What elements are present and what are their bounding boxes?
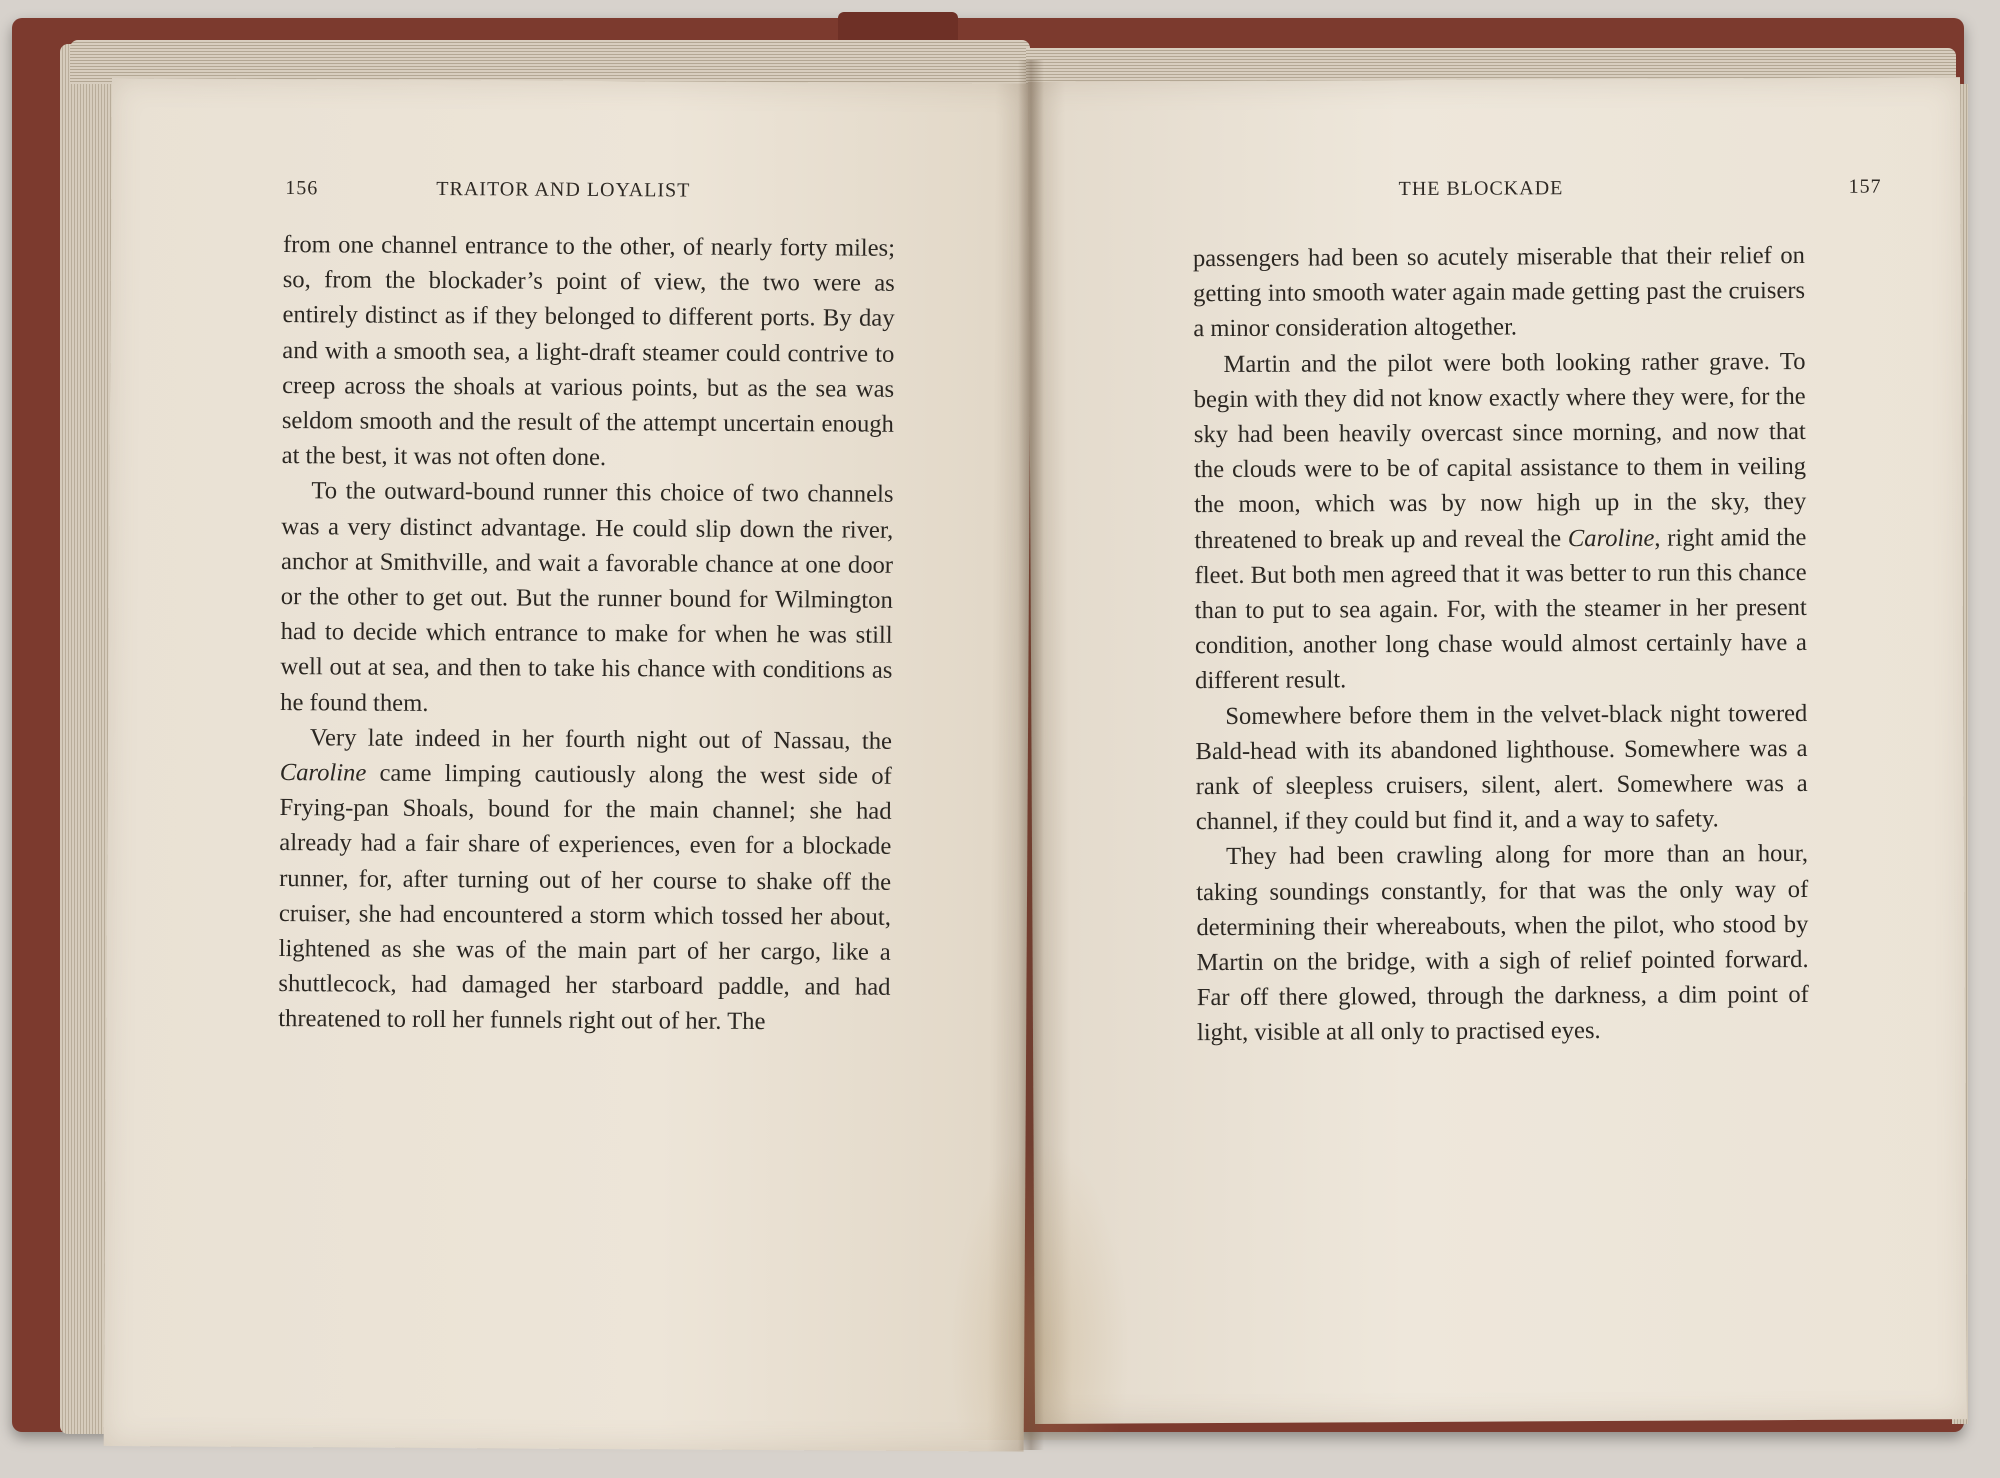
paragraph-text: came limping cautiously along the west side of Frying-pan Shoals, bound for the main channel; she had already had a fair share of experiences, even for a blockade runner, for, after turning out of her course to shake off the cruiser, she had encountered a storm which tossed her about, lightened as she was of the main part of her cargo, like a shuttlecock, had damaged her starboard paddle, and had threatened to roll her funnels right out of her. The (278, 759, 892, 1036)
right-page (1028, 77, 1967, 1424)
paragraph (280, 473, 893, 723)
right-running-head: THE BLOCKADE (1398, 177, 1564, 201)
paragraph-text: , right amid the fleet. But both men agreed that it was better to run this chance than to put to sea again. For, with the steamer in her present condition, another long chase would almost certainly have a different result. (1194, 523, 1808, 695)
right-page-body (1193, 238, 1809, 1051)
paragraph-text: They had been crawling along for more than an hour, taking soundings constantly, for that was the only way of determining their whereabouts, when the pilot, who stood by Martin on the bridge, with a sigh of relief pointed forward. Far off there glowed, through the darkness, a dim point of light, visible at all only to practised eyes. (1196, 840, 1809, 1047)
left-page-body (278, 227, 895, 1040)
left-page-number: 156 (285, 177, 319, 200)
paragraph-text: To the outward-bound runner this choice of two channels was a very distinct advantage. He could slip down the river, anchor at Smithville, and wait a favorable chance at one door or the other to get out. But the runner bound for Wilmington had to decide which entrance to make for when he was still well out at sea, and then to take his chance with conditions as he found them. (280, 477, 894, 717)
paragraph-text: Very late indeed in her fourth night out of Nassau, the (309, 724, 893, 755)
paragraph-text: Martin and the pilot were both looking rather grave. To begin with they did not know exactly where they were, for the sky had been heavily overcast since morning, and now that the clouds were to be of capital assistance to them in veiling the moon, which was by now high up in the sky, they threatened to break up and reveal the (1193, 347, 1807, 554)
paragraph (1196, 836, 1809, 1050)
paragraph-text: passengers had been so acutely miserable that their relief on getting into smooth water again made getting past the cruisers a minor consideration altogether. (1192, 241, 1806, 343)
ship-name: Caroline (279, 759, 367, 787)
paragraph-text: Somewhere before them in the velvet-black night towered Bald-head with its abandoned lighthouse. Somewhere was a rank of sleepless cruisers, silent, alert. Somewhere was a channel, if they could but find it, and a way to safety. (1195, 699, 1808, 836)
paragraph (278, 720, 892, 1041)
left-running-head: TRAITOR AND LOYALIST (436, 177, 691, 202)
right-page-number: 157 (1848, 175, 1882, 198)
ship-name: Caroline (1567, 524, 1655, 552)
paragraph (1193, 344, 1807, 699)
water-stain (950, 1140, 1130, 1440)
paragraph (1195, 696, 1808, 840)
page-edges-top-left (70, 40, 1030, 84)
paragraph (1193, 238, 1806, 347)
left-page (104, 78, 1032, 1452)
paragraph-text: from one channel entrance to the other, of nearly forty miles; so, from the blockader’s point of view, the two were as entirely distinct as if they belonged to different ports. By day and with a smooth sea, a light-draft steamer could contrive to creep across the shoals at various points, but as the sea was seldom smooth and the result of the attempt uncertain enough at the best, it was not often done. (281, 231, 896, 472)
paragraph (282, 227, 895, 477)
